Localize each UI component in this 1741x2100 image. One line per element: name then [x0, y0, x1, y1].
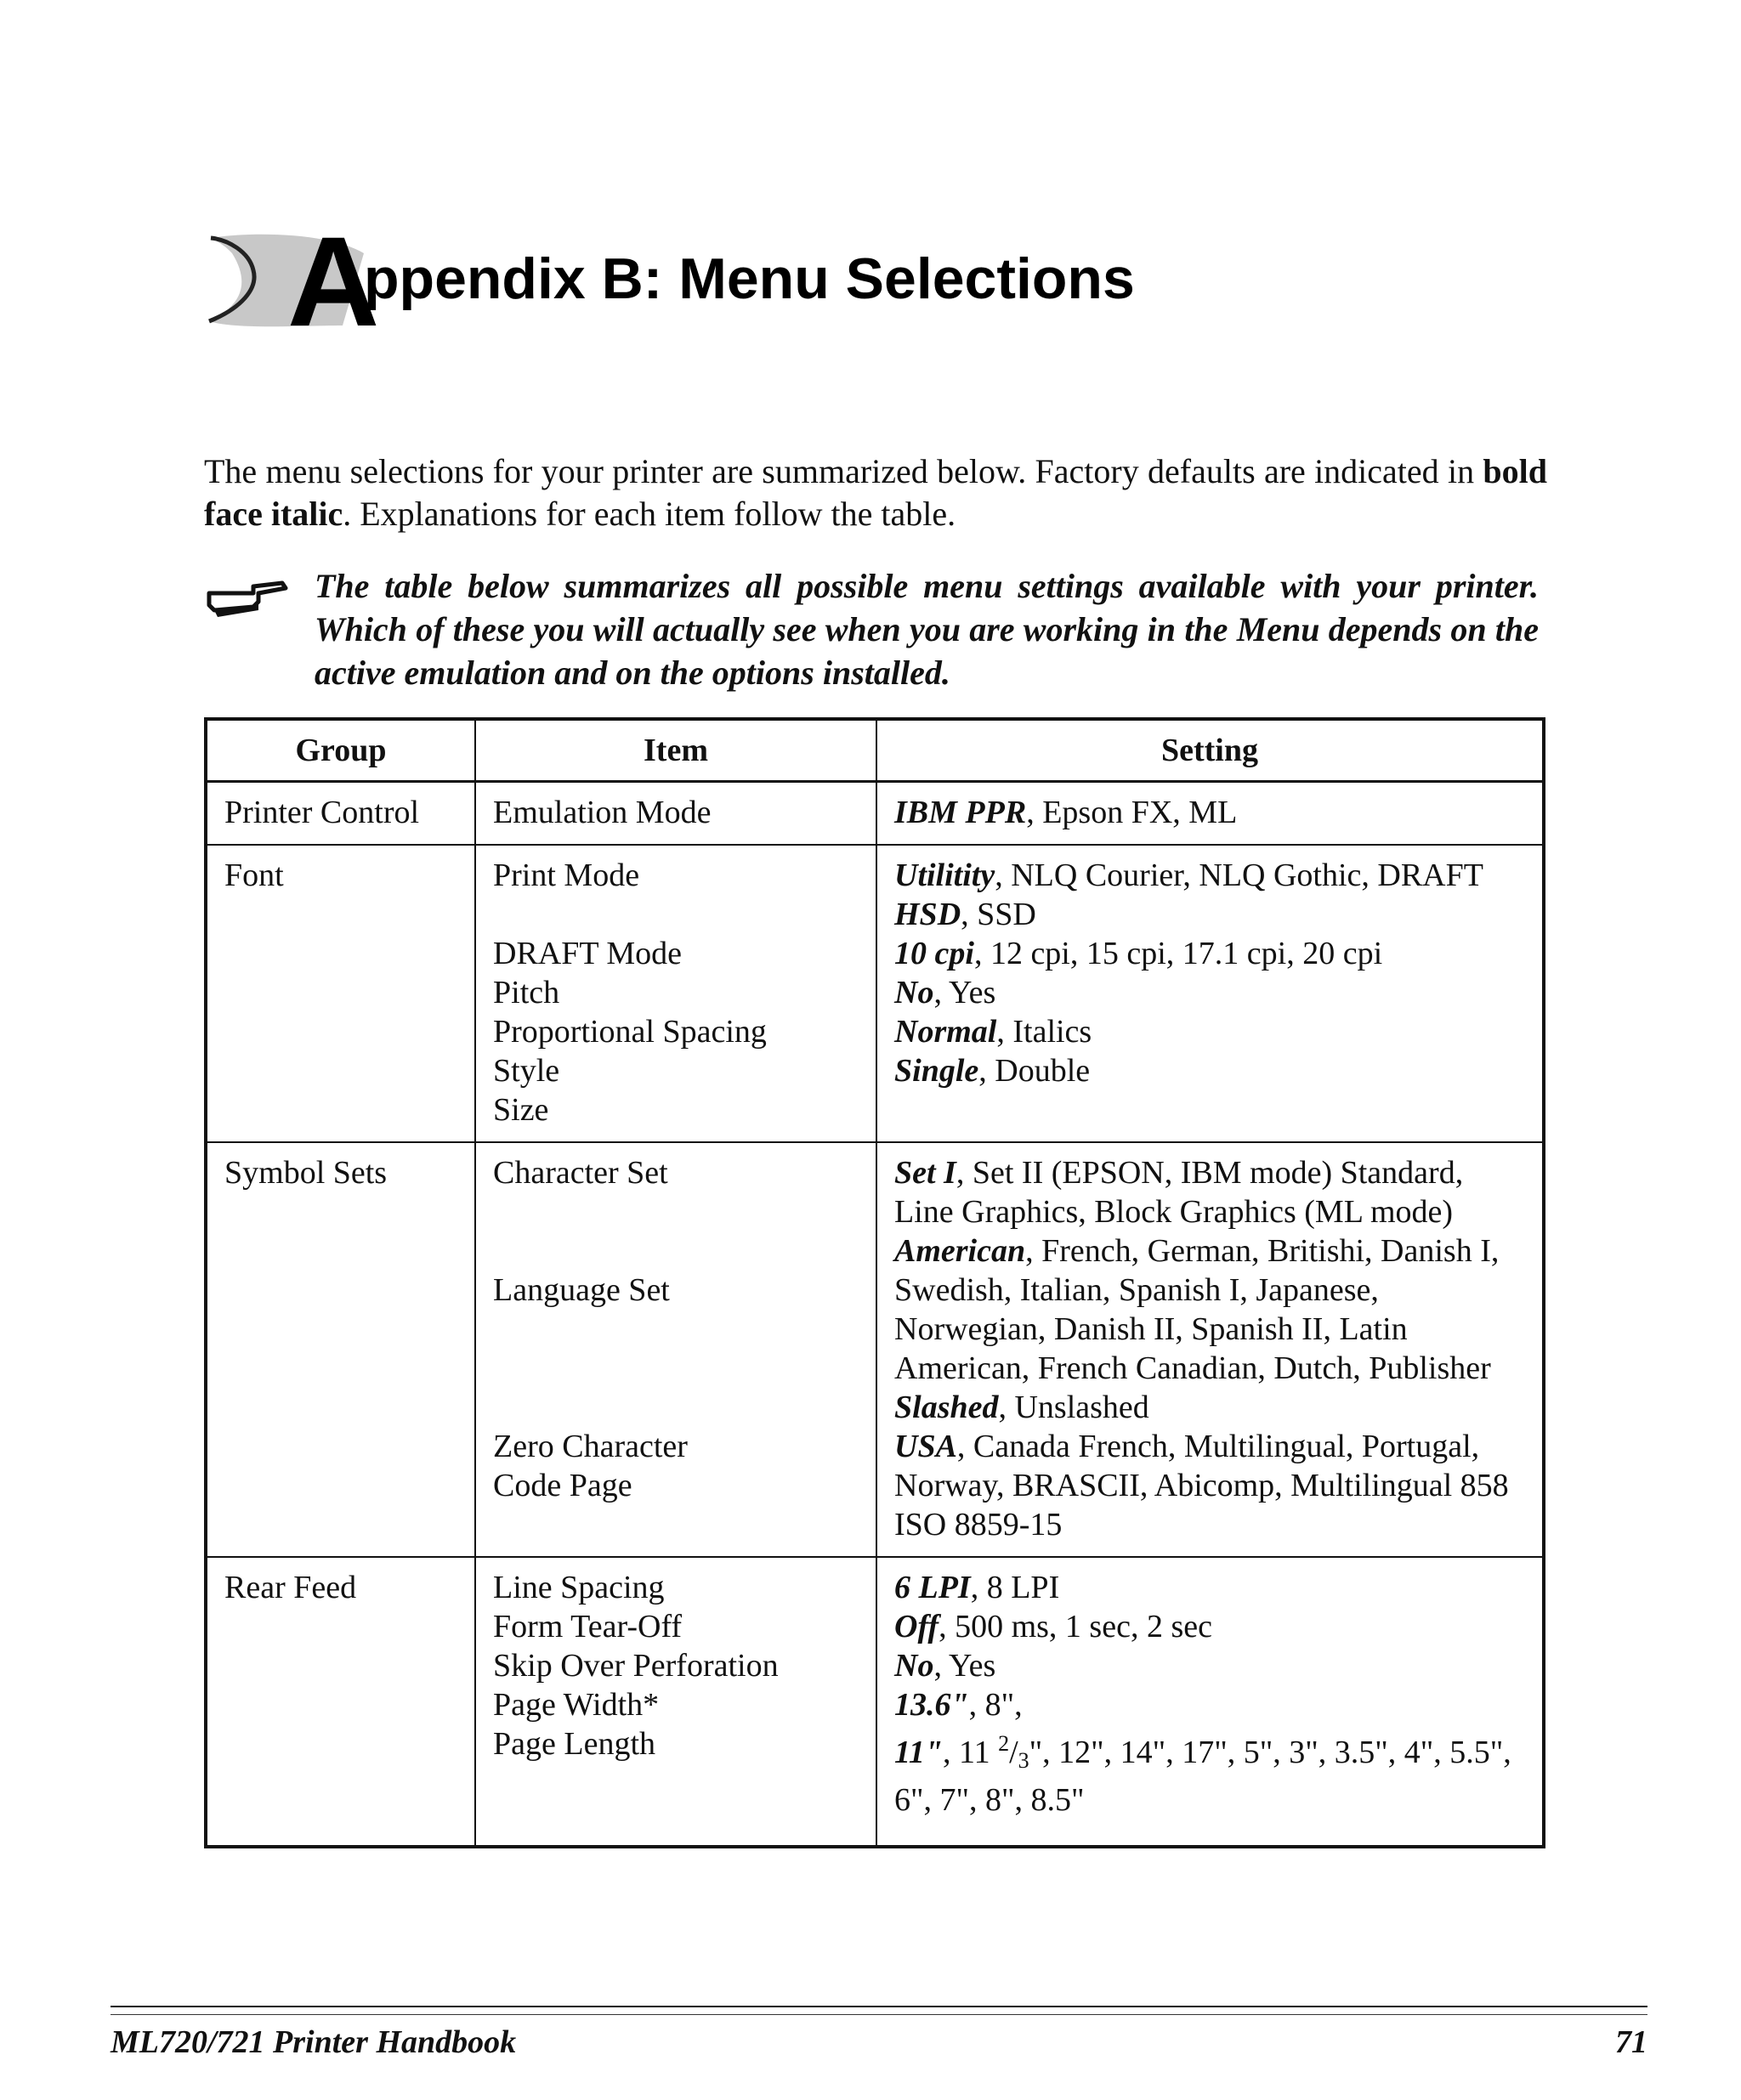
setting-value	[894, 1646, 1527, 1685]
setting-value	[894, 973, 1527, 1012]
other-values: , Epson FX, ML	[1026, 795, 1238, 830]
menu-selections-table	[204, 717, 1545, 1848]
other-values: , SSD	[961, 897, 1036, 932]
setting-value	[894, 1388, 1527, 1427]
setting-value	[894, 1568, 1527, 1607]
group-cell: Symbol Sets	[206, 1142, 475, 1557]
other-values: , 500 ms, 1 sec, 2 sec	[939, 1609, 1212, 1644]
item-cell	[475, 1557, 876, 1847]
setting-value	[894, 1231, 1527, 1388]
other-values: , Set II (EPSON, IBM mode) Standard, Line Graphics, Block Graphics (ML mode)	[894, 1155, 1464, 1230]
default-value: HSD	[894, 897, 961, 932]
spacer	[493, 1192, 860, 1271]
other-values: , Italics	[996, 1014, 1092, 1050]
item-cell	[475, 845, 876, 1142]
spacer	[493, 895, 860, 934]
footer-divider-thin	[111, 2014, 1647, 2015]
default-value: No	[894, 1648, 934, 1684]
intro-bold-text: bold face italic	[204, 452, 1547, 533]
item-label: Zero Character	[493, 1429, 688, 1464]
default-value: No	[894, 975, 934, 1010]
default-value: Slashed	[894, 1390, 999, 1425]
setting-value	[894, 793, 1527, 832]
table-row	[206, 845, 1544, 1142]
item-label: Code Page	[493, 1468, 632, 1503]
default-value: Set I	[894, 1155, 956, 1191]
header-group: Group	[206, 719, 475, 782]
default-value: Normal	[894, 1014, 997, 1050]
item-label: Print Mode	[493, 858, 640, 893]
other-values: , Unslashed	[998, 1390, 1149, 1425]
setting-value	[894, 1724, 1527, 1820]
item-cell	[475, 1142, 876, 1557]
default-value: Utilitity	[894, 858, 995, 893]
other-values: ", 12", 14", 17", 5", 3", 3.5", 4", 5.5", 6", 7", 8", 8.5"	[894, 1735, 1511, 1818]
group-cell: Font	[206, 845, 475, 1142]
default-value: IBM PPR	[894, 795, 1027, 830]
item-label: Character Set	[493, 1155, 668, 1191]
default-value: American	[894, 1233, 1026, 1269]
item-label: Form Tear-Off	[493, 1609, 683, 1644]
default-value: Single	[894, 1053, 979, 1089]
setting-value	[894, 1012, 1527, 1051]
other-values: , 8 LPI	[970, 1570, 1060, 1605]
table-row	[206, 782, 1544, 846]
default-value: 10 cpi	[894, 936, 974, 971]
setting-value	[894, 856, 1527, 895]
setting-value	[894, 934, 1527, 973]
footer-book-title: ML720/721 Printer Handbook	[111, 2024, 517, 2060]
intro-text-2: . Explanations for each item follow the table.	[343, 495, 956, 533]
intro-text-1: The menu selections for your printer are summarized below. Factory defaults are indicated in	[204, 452, 1483, 490]
item-label: Page Width*	[493, 1687, 660, 1723]
setting-value	[894, 895, 1527, 934]
item-label: DRAFT Mode	[493, 936, 683, 971]
setting-value	[894, 1607, 1527, 1646]
other-values: , Yes	[933, 975, 996, 1010]
fraction-slash: /	[1009, 1735, 1018, 1770]
table-row	[206, 1142, 1544, 1557]
setting-value	[894, 1427, 1527, 1544]
default-value: Off	[894, 1609, 939, 1644]
item-label: Style	[493, 1053, 560, 1089]
fraction-denominator: 3	[1018, 1748, 1029, 1773]
header-setting: Setting	[876, 719, 1544, 782]
table-header-row	[206, 719, 1544, 782]
default-value: 11"	[894, 1735, 943, 1770]
default-value: 13.6"	[894, 1687, 969, 1723]
setting-value	[894, 1153, 1527, 1231]
intro-paragraph	[204, 450, 1547, 535]
setting-cell	[876, 782, 1544, 846]
other-values: , NLQ Courier, NLQ Gothic, DRAFT	[995, 858, 1483, 893]
item-label: Language Set	[493, 1272, 670, 1308]
note-text: The table below summarizes all possible menu settings available with your printer. Which of these you will actually see when you are working in the Menu depends on the active emulation and on the options installed.	[315, 567, 1539, 692]
header-item: Item	[475, 719, 876, 782]
table-row	[206, 1557, 1544, 1847]
item-cell	[475, 782, 876, 846]
setting-value	[894, 1051, 1527, 1090]
pointing-hand-icon	[204, 568, 289, 622]
setting-value	[894, 1685, 1527, 1724]
setting-cell	[876, 1557, 1544, 1847]
item-label: Emulation Mode	[493, 795, 712, 830]
item-label: Proportional Spacing	[493, 1014, 767, 1050]
page-number: 71	[1615, 2024, 1647, 2060]
heading-initial: A	[287, 210, 380, 353]
heading-title: ppendix B: Menu Selections	[364, 246, 1135, 311]
item-label: Line Spacing	[493, 1570, 665, 1605]
page-heading	[202, 210, 1477, 353]
item-label: Pitch	[493, 975, 560, 1010]
other-values: , Canada French, Multilingual, Portugal, Norway, BRASCII, Abicomp, Multilingual 858 ISO 8859-15	[894, 1429, 1509, 1542]
other-values: , French, German, Britishi, Danish I, Swedish, Italian, Spanish I, Japanese, Norwegian, Danish II, Spanish II, Latin American, French Canadian, Dutch, Publisher	[894, 1233, 1500, 1386]
setting-cell	[876, 845, 1544, 1142]
spacer	[493, 1310, 860, 1427]
item-label: Page Length	[493, 1726, 656, 1762]
group-cell: Printer Control	[206, 782, 475, 846]
setting-cell	[876, 1142, 1544, 1557]
other-values: , 12 cpi, 15 cpi, 17.1 cpi, 20 cpi	[973, 936, 1383, 971]
footer-divider	[111, 2006, 1647, 2007]
item-label: Skip Over Perforation	[493, 1648, 779, 1684]
other-values: , Yes	[933, 1648, 996, 1684]
other-values: , Double	[978, 1053, 1091, 1089]
fraction-numerator: 2	[998, 1731, 1010, 1756]
item-label: Size	[493, 1092, 549, 1128]
group-cell: Rear Feed	[206, 1557, 475, 1847]
default-value: 6 LPI	[894, 1570, 971, 1605]
other-values: , 8",	[968, 1687, 1023, 1723]
other-values: , 11	[943, 1735, 999, 1770]
default-value: USA	[894, 1429, 957, 1464]
